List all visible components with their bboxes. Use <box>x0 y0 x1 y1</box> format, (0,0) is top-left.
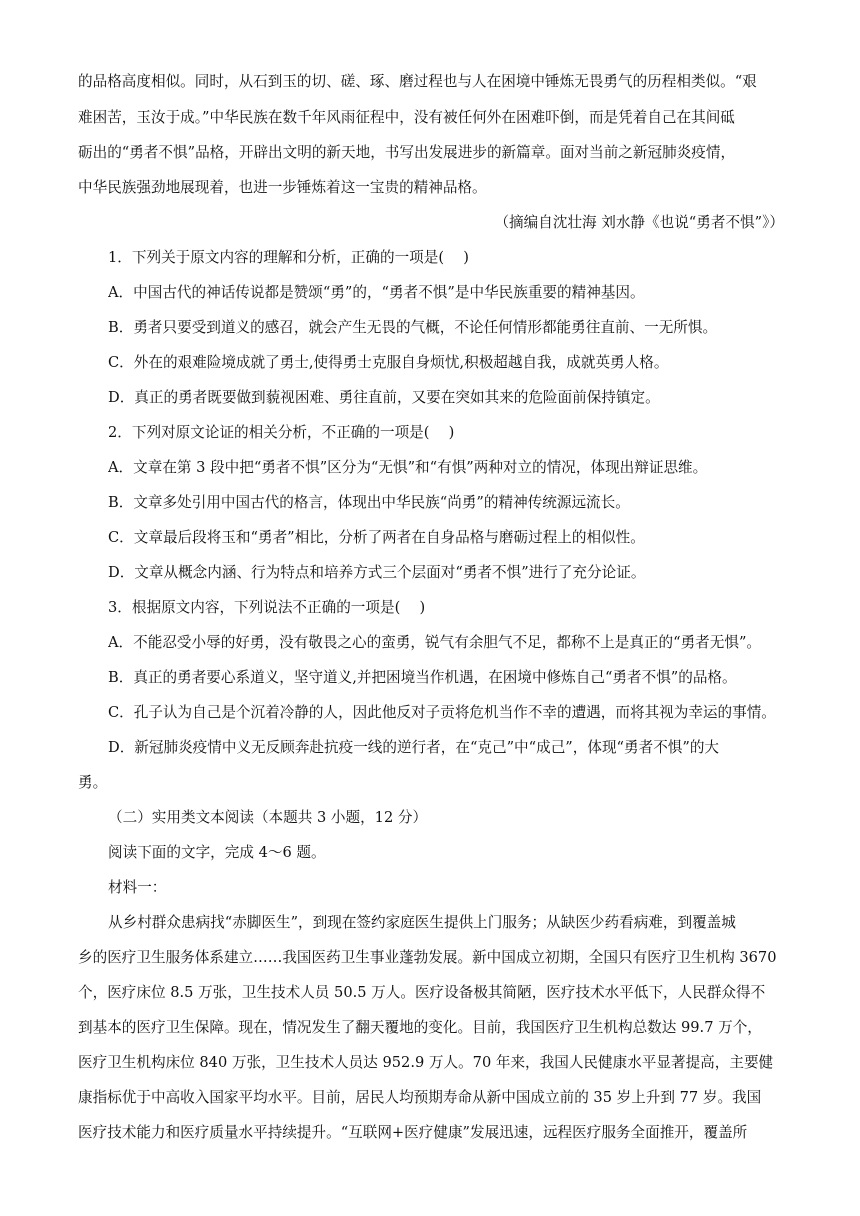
material-line: 到基本的医疗卫生保障。现在，情况发生了翻天覆地的变化。目前，我国医疗卫生机构总数达 99.7 万个， <box>78 1019 762 1036</box>
question-2-option-a: A．文章在第 3 段中把“勇者不惧”区分为“无惧”和“有惧”两种对立的情况，体现出辩证思维。 <box>108 459 708 476</box>
section-heading: （二）实用类文本阅读（本题共 3 小题，12 分） <box>108 809 428 826</box>
question-1-stem: 1．下列关于原文内容的理解和分析，正确的一项是( ) <box>108 249 469 266</box>
question-3-option-c: C．孔子认为自己是个沉着冷静的人，因此他反对子贡将危机当作不幸的遭遇，而将其视为幸运的事情。 <box>108 704 776 721</box>
question-1-option-c: C．外在的艰难险境成就了勇士,使得勇士克服自身烦忧,积极超越自我，成就英勇人格。 <box>108 354 669 371</box>
question-2-option-b: B．文章多处引用中国古代的格言，体现出中华民族“尚勇”的精神传统源远流长。 <box>108 494 630 511</box>
material-line: 个，医疗床位 8.5 万张，卫生技术人员 50.5 万人。医疗设备极其简陋，医疗技术水平低下，人民群众得不 <box>78 984 766 1001</box>
question-3-stem: 3．根据原文内容，下列说法不正确的一项是( ) <box>108 599 426 616</box>
question-1-option-a: A．中国古代的神话传说都是赞颂“勇”的，“勇者不惧”是中华民族重要的精神基因。 <box>108 284 645 301</box>
material-line: 从乡村群众患病找“赤脚医生”，到现在签约家庭医生提供上门服务；从缺医少药看病难，到覆盖城 <box>108 914 736 931</box>
question-2-option-c: C．文章最后段将玉和“勇者”相比，分析了两者在自身品格与磨砺过程上的相似性。 <box>108 529 645 546</box>
question-2-option-d: D．文章从概念内涵、行为特点和培养方式三个层面对“勇者不惧”进行了充分论证。 <box>108 564 646 581</box>
source-citation: （摘编自沈壮海 刘水静《也说“勇者不惧”》） <box>494 214 784 231</box>
material-line: 乡的医疗卫生服务体系建立……我国医药卫生事业蓬勃发展。新中国成立初期，全国只有医疗卫生机构 3670 <box>78 949 777 966</box>
article-line: 砺出的“勇者不惧”品格，开辟出文明的新天地，书写出发展进步的新篇章。面对当前之新冠肺炎疫情， <box>78 144 736 161</box>
question-3-option-d-continued: 勇。 <box>78 774 108 791</box>
material-line: 康指标优于中高收入国家平均水平。目前，居民人均预期寿命从新中国成立前的 35 岁上升到 77 岁。我国 <box>78 1089 762 1106</box>
article-line: 中华民族强劲地展现着，也进一步锤炼着这一宝贵的精神品格。 <box>78 179 487 196</box>
reading-instruction: 阅读下面的文字，完成 4～6 题。 <box>108 844 326 861</box>
article-line: 的品格高度相似。同时，从石到玉的切、磋、琢、磨过程也与人在困境中锤炼无畏勇气的历程相类似。“艰 <box>78 73 757 90</box>
question-3-option-b: B．真正的勇者要心系道义，坚守道义,并把困境当作机遇，在困境中修炼自己“勇者不惧”的品格。 <box>108 669 737 686</box>
material-line: 医疗技术能力和医疗质量水平持续提升。“互联网+医疗健康”发展迅速，远程医疗服务全面推开，覆盖所 <box>78 1124 748 1141</box>
question-2-stem: 2．下列对原文论证的相关分析，不正确的一项是( ) <box>108 424 455 441</box>
question-3-option-a: A．不能忍受小辱的好勇，没有敬畏之心的蛮勇，锐气有余胆气不足，都称不上是真正的“勇者无惧”。 <box>108 634 761 651</box>
question-1-option-b: B．勇者只要受到道义的感召，就会产生无畏的气概，不论任何情形都能勇往直前、一无所惧。 <box>108 319 718 336</box>
question-1-option-d: D．真正的勇者既要做到藐视困难、勇往直前，又要在突如其来的危险面前保持镇定。 <box>108 389 660 406</box>
material-line: 医疗卫生机构床位 840 万张，卫生技术人员达 952.9 万人。70 年来，我国人民健康水平显著提高，主要健 <box>78 1054 774 1071</box>
material-label: 材料一： <box>108 879 167 896</box>
article-line: 难困苦，玉汝于成。”中华民族在数千年风雨征程中，没有被任何外在困难吓倒，而是凭着自己在其间砥 <box>78 109 735 126</box>
question-3-option-d: D．新冠肺炎疫情中义无反顾奔赴抗疫一线的逆行者，在“克己”中“成己”，体现“勇者不惧”的大 <box>108 739 720 756</box>
